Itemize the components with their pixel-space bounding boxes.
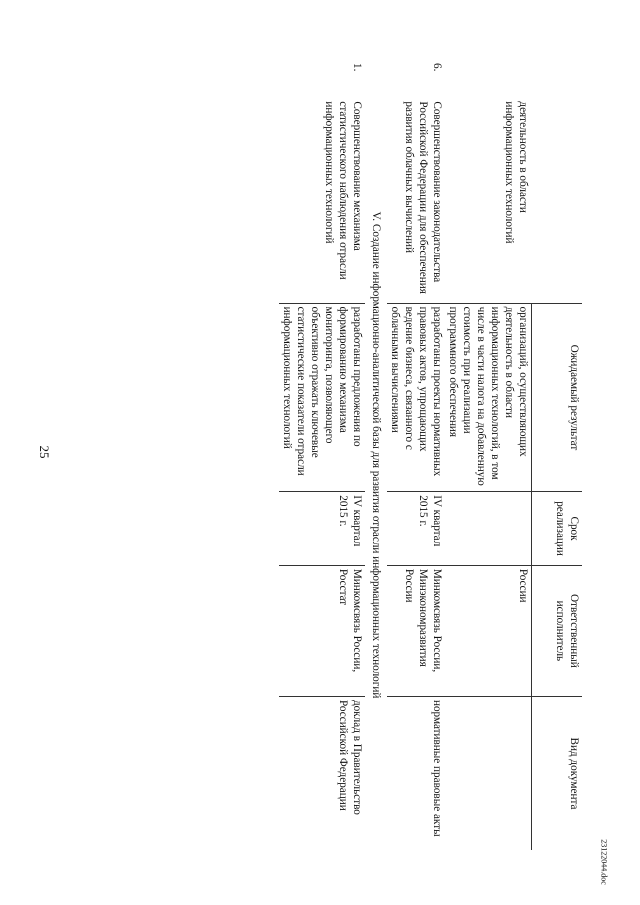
row-number: 6. (431, 63, 443, 72)
section-title: V. Создание информационно-аналитической базы для развития отрасли информационных технологий (370, 211, 382, 699)
section-heading-row (365, 60, 387, 850)
rotated-table-container (62, 60, 582, 850)
header-result: Ожидаемый результат (532, 303, 583, 492)
header-doc-type: Вид документа (532, 696, 583, 850)
row-name: деятельность в области информационных технологий (503, 101, 530, 244)
action-plan-table (279, 60, 582, 850)
table-row (445, 60, 532, 850)
row-name: Совершенствование механизма статистического наблюдения отрасли информационных технологий (323, 101, 363, 280)
header-executor: Ответственный исполнитель (532, 565, 583, 696)
row-term: IV квартал 2015 г. (387, 492, 445, 566)
page-number: 25 (37, 445, 52, 459)
row-number (445, 60, 532, 98)
row-executor: Минкомсвязь России, Росстат (279, 565, 365, 696)
document-filename: 23122044.doc (599, 839, 609, 885)
row-term (445, 492, 532, 566)
row-number: 1. (351, 63, 363, 72)
row-executor: Минкомсвязь России, Минэкономразвития России (387, 565, 445, 696)
row-result: разработаны проекты нормативных правовых актов, упрощающих ведение бизнеса, связанного с облачными вычислениями (387, 303, 445, 492)
header-name (532, 98, 583, 303)
row-term: IV квартал 2015 г. (279, 492, 365, 566)
table-header-row (532, 60, 583, 850)
row-doc-type: доклад в Правительство Российской Федерации (279, 696, 365, 850)
header-num (532, 60, 583, 98)
row-name: Совершенствование законодательства Российской Федерации для обеспечения развития облачных вычислений (403, 101, 443, 294)
row-doc-type (445, 696, 532, 850)
row-doc-type: нормативные правовые акты (387, 696, 445, 850)
table-row (387, 60, 445, 850)
row-result: организаций, осуществляющих деятельность в области информационных технологий, в том числе в части налога на добавленную стоимость при реализации программного обеспечения (445, 303, 532, 492)
row-executor: России (445, 565, 532, 696)
row-result: разработаны предложения по формированию механизма мониторинга, позволяющего объективно отражать ключевые статистические показатели отрасли информационных технологий (279, 303, 365, 492)
table-row (279, 60, 365, 850)
header-term: Срок реализации (532, 492, 583, 566)
